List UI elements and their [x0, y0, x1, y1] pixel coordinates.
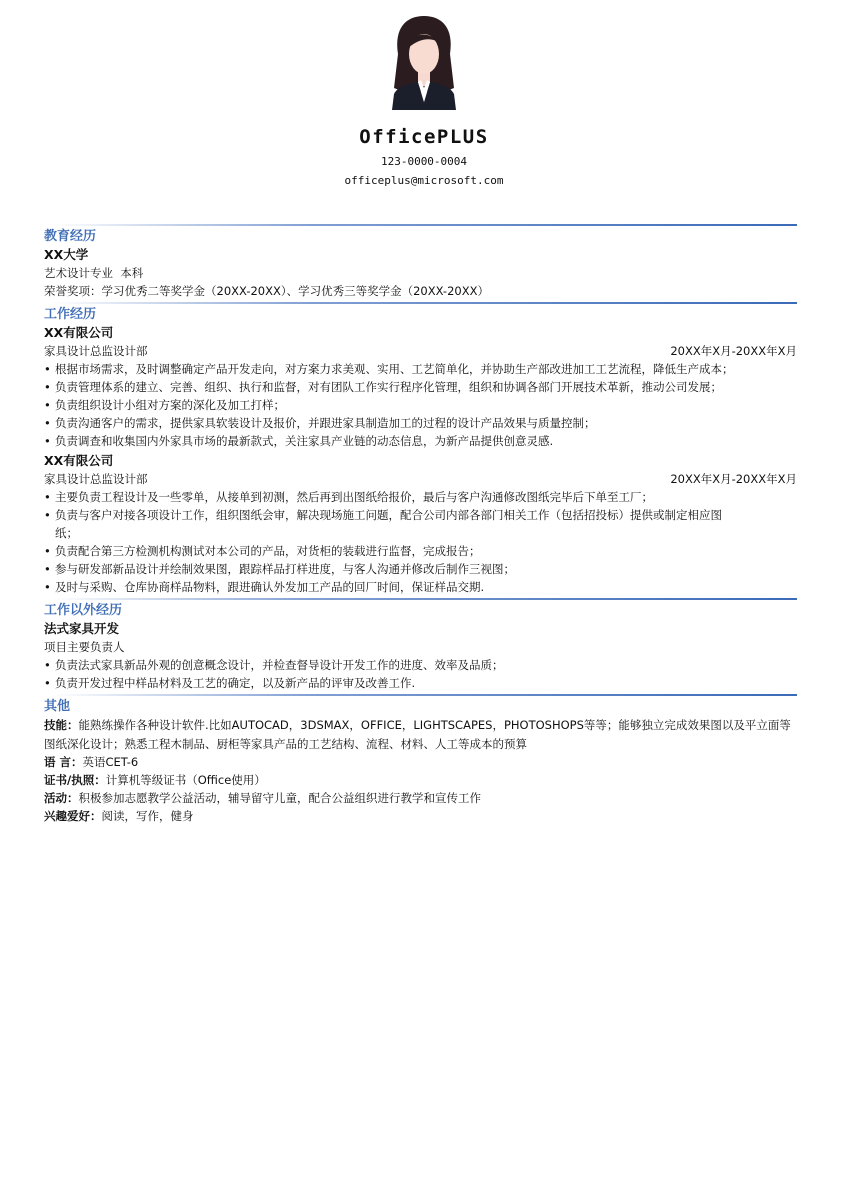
section-divider: [52, 694, 797, 696]
company-name: XX有限公司: [44, 453, 114, 468]
honors: 荣誉奖项：学习优秀二等奖学金（20XX-20XX）、学习优秀三等奖学金（20XX-20XX）: [44, 284, 489, 298]
section-divider: [52, 598, 797, 600]
job-bullet: • 参与研发部新品设计并绘制效果图，跟踪样品打样进度，与客人沟通并修改后制作三视图；: [44, 560, 797, 578]
phone-number: 123-0000-0004: [380, 155, 468, 168]
resume-body: [44, 224, 797, 825]
job-bullet: • 负责管理体系的建立、完善、组织、执行和监督，对有团队工作实行程序化管理，组织和协调各部门开展技术革新，推动公司发展；: [44, 378, 797, 396]
certificate-label: 证书/执照：: [44, 773, 106, 787]
misc-section: [44, 694, 797, 825]
project-bullet: • 负责法式家具新品外观的创意概念设计，并检查督导设计开发工作的进度、效率及品质；: [44, 656, 797, 674]
job-date: 20XX年X月-20XX年X月: [670, 344, 797, 358]
skills-label: 技能：: [44, 718, 79, 732]
job-bullet: • 负责沟通客户的需求，提供家具软装设计及报价，并跟进家具制造加工的过程的设计产品效果与质量控制；: [44, 414, 797, 432]
language-label: 语 言：: [44, 755, 83, 769]
other-experience-title: 工作以外经历: [44, 603, 123, 618]
job-bullet: • 负责配合第三方检测机构测试对本公司的产品，对货柜的装载进行监督，完成报告；: [44, 542, 797, 560]
hobby-row: [44, 807, 797, 825]
activity-row: [44, 789, 797, 807]
work-section: [44, 302, 797, 596]
activity-value: 积极参加志愿教学公益活动，辅导留守儿童，配合公益组织进行教学和宣传工作: [78, 791, 481, 805]
work-title: 工作经历: [44, 307, 97, 322]
job-bullet: • 负责调查和收集国内外家具市场的最新款式，关注家具产业链的动态信息，为新产品提供创意灵感.: [44, 432, 797, 450]
job-role: 家具设计总监设计部: [44, 344, 148, 358]
job-bullet: • 根据市场需求，及时调整确定产品开发走向，对方案力求美观、实用、工艺简单化，并协助生产部改进加工工艺流程，降低生产成本；: [44, 360, 797, 378]
email-address: officeplus@microsoft.com: [344, 174, 504, 187]
skills-continuation: 图纸深化设计；熟悉工程木制品、厨柜等家具产品的工艺结构、流程、材料、人工等成本的预算: [44, 736, 527, 751]
job-entry: [44, 324, 797, 450]
project-name: 法式家具开发: [44, 621, 120, 636]
major-degree: 艺术设计专业 本科: [44, 266, 144, 280]
section-divider: [52, 302, 797, 304]
project-bullet: • 负责开发过程中样品材料及工艺的确定，以及新产品的评审及改善工作.: [44, 674, 797, 692]
language-value: 英语CET-6: [82, 755, 139, 769]
skills-row: [44, 716, 797, 735]
activity-label: 活动：: [44, 791, 79, 805]
company-name: XX有限公司: [44, 325, 114, 340]
other-experience-section: [44, 598, 797, 692]
job-role: 家具设计总监设计部: [44, 472, 148, 486]
misc-title: 其他: [44, 699, 71, 714]
section-divider: [52, 224, 797, 226]
certificate-row: [44, 771, 797, 789]
job-bullet: • 及时与采购、仓库协商样品物料，跟进确认外发加工产品的回厂时间，保证样品交期.: [44, 578, 797, 596]
education-title: 教育经历: [44, 229, 97, 244]
education-section: [44, 224, 797, 300]
job-entry: [44, 452, 797, 596]
hobby-value: 阅读，写作，健身: [101, 809, 194, 823]
language-row: [44, 753, 797, 771]
skills-value: 能熟练操作各种设计软件.比如AUTOCAD，3DSMAX，OFFICE，LIGHTSCAPES，PHOTOSHOPS等等；能够独立完成效果图以及平立面等: [78, 718, 791, 732]
job-date: 20XX年X月-20XX年X月: [670, 472, 797, 486]
avatar: [384, 14, 464, 110]
job-bullet: • 主要负责工程设计及一些零单，从接单到初测，然后再到出图纸给报价，最后与客户沟通修改图纸完毕后下单至工厂；: [44, 488, 797, 506]
job-bullet: • 负责组织设计小组对方案的深化及加工打样；: [44, 396, 797, 414]
job-bullet-continuation: 纸；: [55, 526, 78, 540]
job-bullet: • 负责与客户对接各项设计工作，组织图纸会审，解决现场施工问题，配合公司内部各部门相关工作（包括招投标）提供或制定相应图: [44, 506, 797, 524]
hobby-label: 兴趣爱好：: [44, 809, 102, 823]
project-role: 项目主要负责人: [44, 640, 125, 654]
school-name: XX大学: [44, 247, 89, 262]
candidate-name: OfficePLUS: [359, 126, 489, 148]
certificate-value: 计算机等级证书（Office使用）: [105, 773, 266, 787]
